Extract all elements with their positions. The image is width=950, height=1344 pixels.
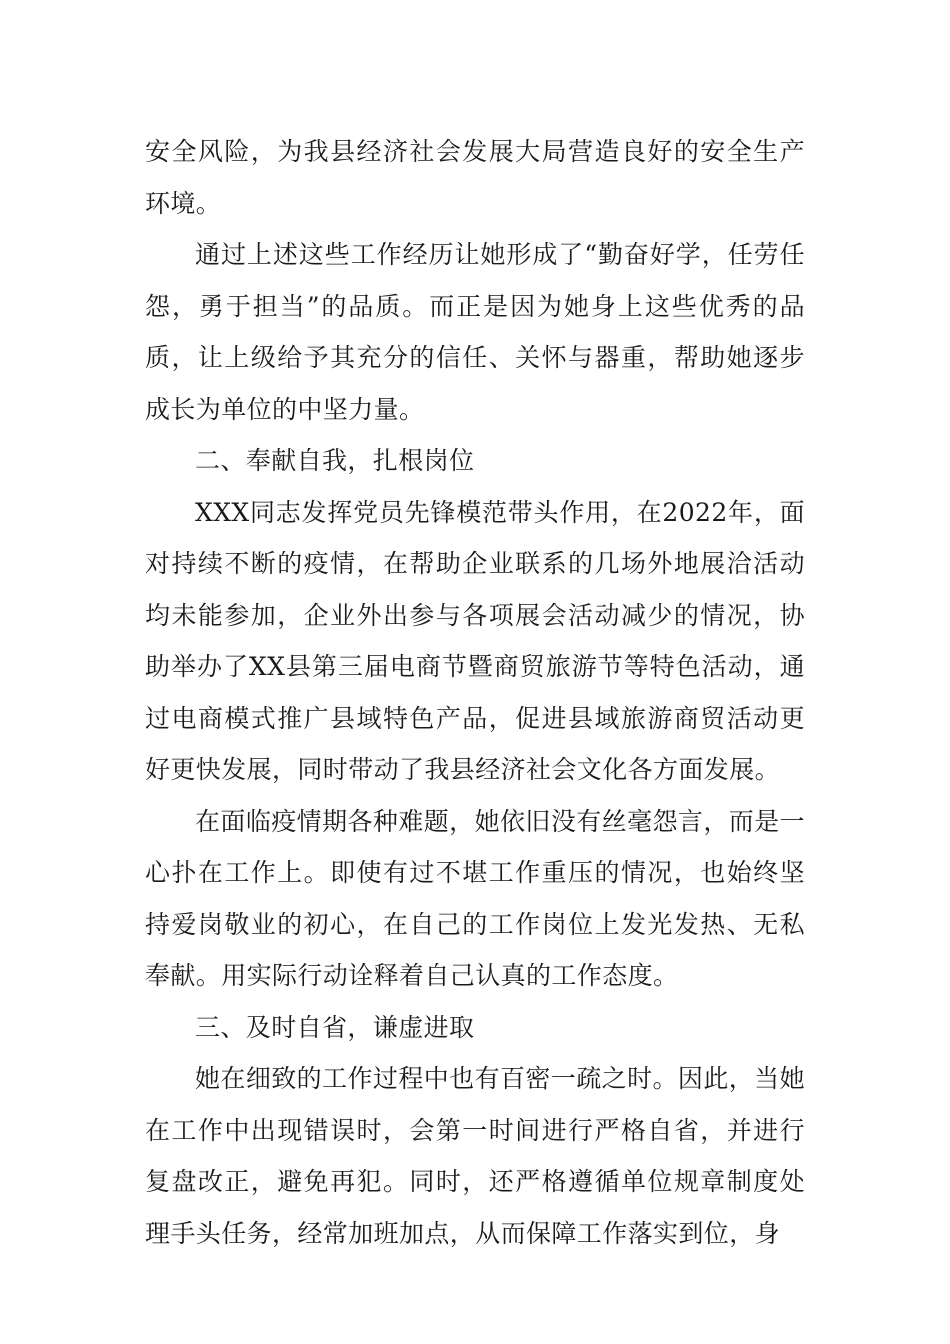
paragraph-self-reflection: 她在细致的工作过程中也有百密一疏之时。因此，当她在工作中出现错误时，会第一时间进行严格自省，并进行复盘改正，避免再犯。同时，还严格遵循单位规章制度处理手头任务，经常加班加点，从而保障工作落实到位，身: [145, 1064, 805, 1248]
section-heading-2: 二、奉献自我，扎根岗位: [195, 446, 475, 475]
paragraph-pioneer-role: XXX同志发挥党员先锋模范带头作用，在2022年，面对持续不断的疫情，在帮助企业联系的几场外地展洽活动均未能参加，企业外出参与各项展会活动减少的情况，协助举办了XX县第三届电商节暨商贸旅游节等特色活动，通过电商模式推广县域特色产品，促进县域旅游商贸活动更好更快发展，同时带动了我县经济社会文化各方面发展。: [145, 497, 805, 784]
document-body: [145, 126, 805, 1259]
paragraph-dedication: 在面临疫情期各种难题，她依旧没有丝毫怨言，而是一心扑在工作上。即使有过不堪工作重压的情况，也始终坚持爱岗敬业的初心，在自己的工作岗位上发光发热、无私奉献。用实际行动诠释着自己认真的工作态度。: [145, 806, 805, 990]
section-heading-3: 三、及时自省，谦虚进取: [195, 1012, 475, 1042]
paragraph-qualities: 通过上述这些工作经历让她形成了“勤奋好学，任劳任怨，勇于担当”的品质。而正是因为她身上这些优秀的品质，让上级给予其充分的信任、关怀与器重，帮助她逐步成长为单位的中坚力量。: [145, 240, 805, 424]
paragraph-continuation: 安全风险，为我县经济社会发展大局营造良好的安全生产环境。: [145, 137, 805, 218]
